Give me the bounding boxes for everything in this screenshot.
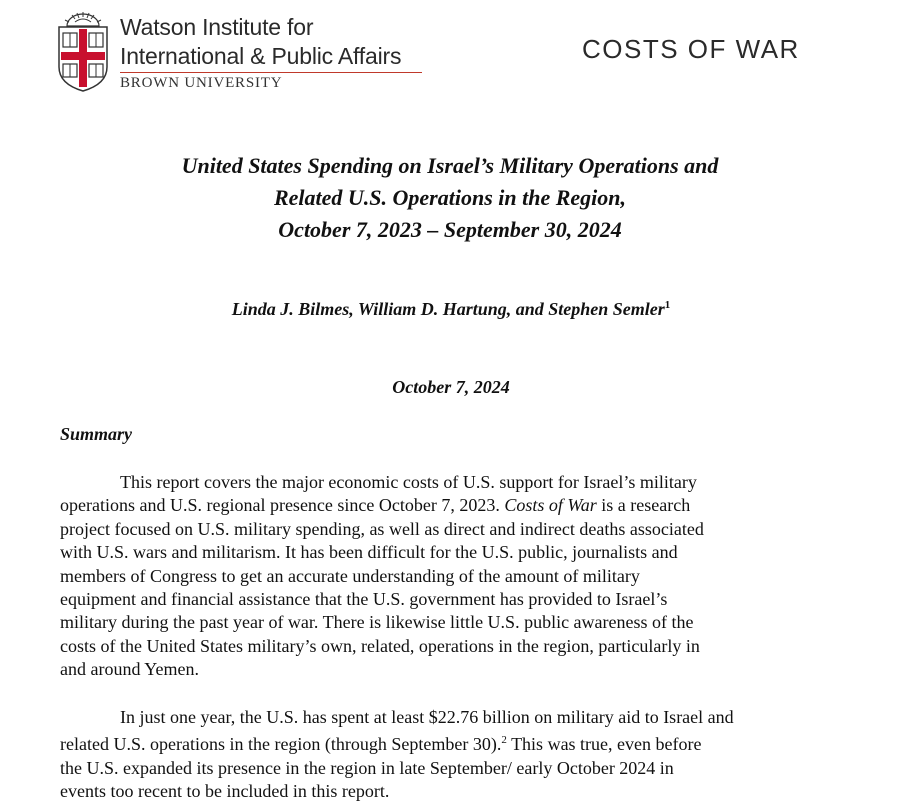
- paragraph-line: and around Yemen.: [60, 659, 199, 680]
- footnote-ref[interactable]: 2: [501, 734, 507, 747]
- report-title-line3: October 7, 2023 – September 30, 2024: [278, 217, 622, 242]
- project-name: COSTS OF WAR: [582, 34, 800, 64]
- university-name: BROWN UNIVERSITY: [120, 75, 283, 91]
- paragraph-line: with U.S. wars and militarism. It has been difficult for the U.S. public, journalists and: [60, 542, 678, 563]
- page-header: [0, 0, 913, 100]
- summary-paragraph-1: [60, 471, 860, 682]
- institute-name-line1: Watson Institute for: [120, 14, 314, 40]
- paragraph-line: [60, 729, 860, 756]
- paragraph-line: members of Congress to get an accurate understanding of the amount of military: [60, 565, 640, 586]
- paragraph-text: This was true, even before: [506, 734, 702, 755]
- paragraph-text: operations and U.S. regional presence since October 7, 2023.: [60, 495, 505, 516]
- brown-shield-icon: [57, 12, 109, 92]
- paragraph-text: is a research: [596, 495, 691, 516]
- paragraph-line: equipment and financial assistance that the U.S. government has provided to Israel’s: [60, 589, 668, 610]
- institute-divider: [120, 72, 422, 73]
- paragraph-line: In just one year, the U.S. has spent at least $22.76 billion on military aid to Israel and: [120, 707, 734, 727]
- paragraph-line: military during the past year of war. There is likewise little U.S. public awareness of the: [60, 612, 694, 633]
- paragraph-line: events too recent to be included in this report.: [60, 781, 390, 802]
- author-footnote-ref[interactable]: 1: [664, 299, 671, 311]
- institute-name-line2: International & Public Affairs: [120, 43, 402, 69]
- paragraph-line: [60, 494, 860, 517]
- paragraph-line: the U.S. expanded its presence in the region in late September/ early October 2024 in: [60, 757, 674, 778]
- paragraph-line: costs of the United States military’s own, related, operations in the region, particularly in: [60, 635, 700, 656]
- paragraph-line: This report covers the major economic costs of U.S. support for Israel’s military: [120, 472, 697, 492]
- report-title-line1: United States Spending on Israel’s Military Operations and: [181, 153, 719, 178]
- report-title-line2: Related U.S. Operations in the Region,: [273, 185, 627, 210]
- authors: [0, 299, 902, 320]
- summary-paragraph-2: [60, 706, 860, 804]
- paragraph-text: related U.S. operations in the region (through September 30).: [60, 734, 502, 755]
- author-names: Linda J. Bilmes, William D. Hartung, and Stephen Semler: [231, 299, 665, 319]
- report-title: [0, 150, 900, 246]
- report-date: October 7, 2024: [392, 377, 510, 397]
- summary-heading: Summary: [60, 424, 133, 444]
- paragraph-line: project focused on U.S. military spending, as well as direct and indirect deaths associated: [60, 518, 704, 539]
- costs-of-war-italic: Costs of War: [504, 495, 597, 516]
